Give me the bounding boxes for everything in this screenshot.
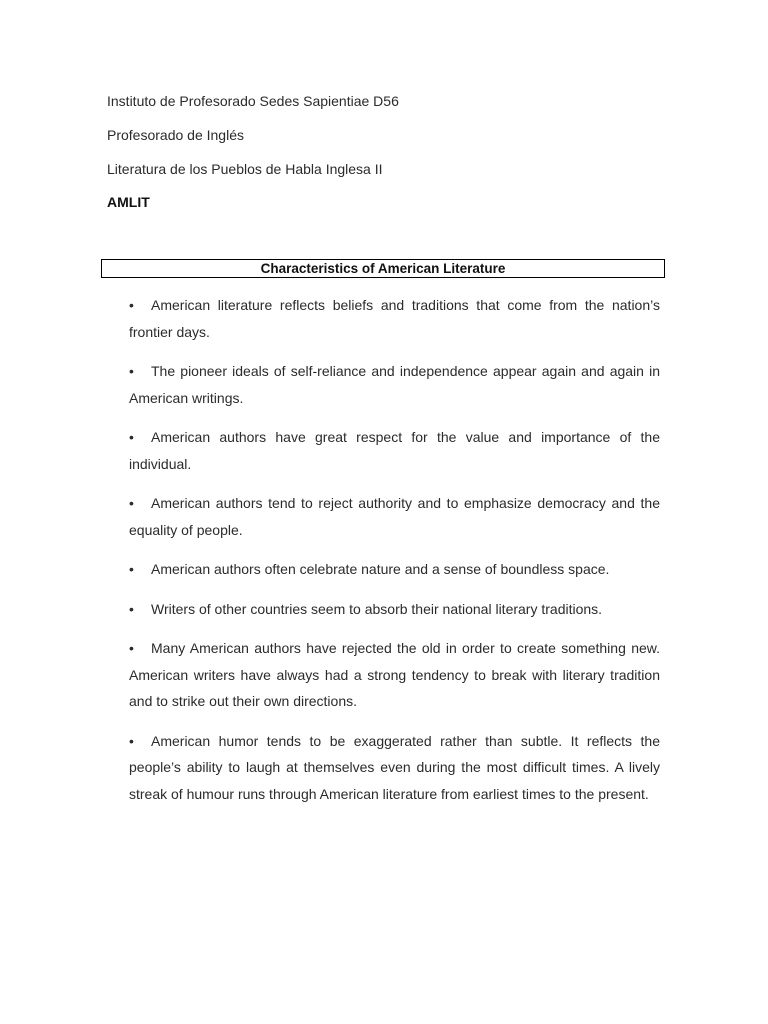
bullet-icon: • <box>129 561 134 577</box>
bullet-icon: • <box>129 640 134 656</box>
list-item-text: Many American authors have rejected the old in order to create something new. American writers have always had a strong tendency to break with literary tradition and to strike out their own directions. <box>129 640 660 709</box>
bullet-icon: • <box>129 297 134 313</box>
list-item <box>129 358 660 411</box>
list-item-text: The pioneer ideals of self-reliance and independence appear again and again in American writings. <box>129 363 660 406</box>
characteristics-list <box>129 292 660 820</box>
section-title: Characteristics of American Literature <box>101 259 665 278</box>
list-item <box>129 490 660 543</box>
list-item-text: American authors tend to reject authority and to emphasize democracy and the equality of people. <box>129 495 660 538</box>
bullet-icon: • <box>129 363 134 379</box>
list-item-text: American humor tends to be exaggerated rather than subtle. It reflects the people’s ability to laugh at themselves even during the most difficult times. A lively streak of humour runs through American literature from earliest times to the present. <box>129 732 660 802</box>
list-item <box>129 728 660 808</box>
bullet-icon: • <box>129 732 134 749</box>
bullet-icon: • <box>129 495 134 511</box>
list-item-text: American literature reflects beliefs and traditions that come from the nation’s frontier days. <box>129 297 660 340</box>
bullet-icon: • <box>129 429 134 445</box>
list-item <box>129 292 660 345</box>
course-code: AMLIT <box>107 194 150 210</box>
program-name: Profesorado de Inglés <box>107 127 244 143</box>
list-item-text: American authors have great respect for the value and importance of the individual. <box>129 429 660 472</box>
bullet-icon: • <box>129 600 134 617</box>
list-item <box>129 596 660 623</box>
list-item <box>129 424 660 477</box>
list-item-text: American authors often celebrate nature and a sense of boundless space. <box>151 561 610 577</box>
course-name: Literatura de los Pueblos de Habla Inglesa II <box>107 161 383 177</box>
list-item <box>129 635 660 715</box>
list-item <box>129 556 660 583</box>
institution-name: Instituto de Profesorado Sedes Sapientiae D56 <box>107 93 399 109</box>
list-item-text: Writers of other countries seem to absorb their national literary traditions. <box>151 600 603 617</box>
